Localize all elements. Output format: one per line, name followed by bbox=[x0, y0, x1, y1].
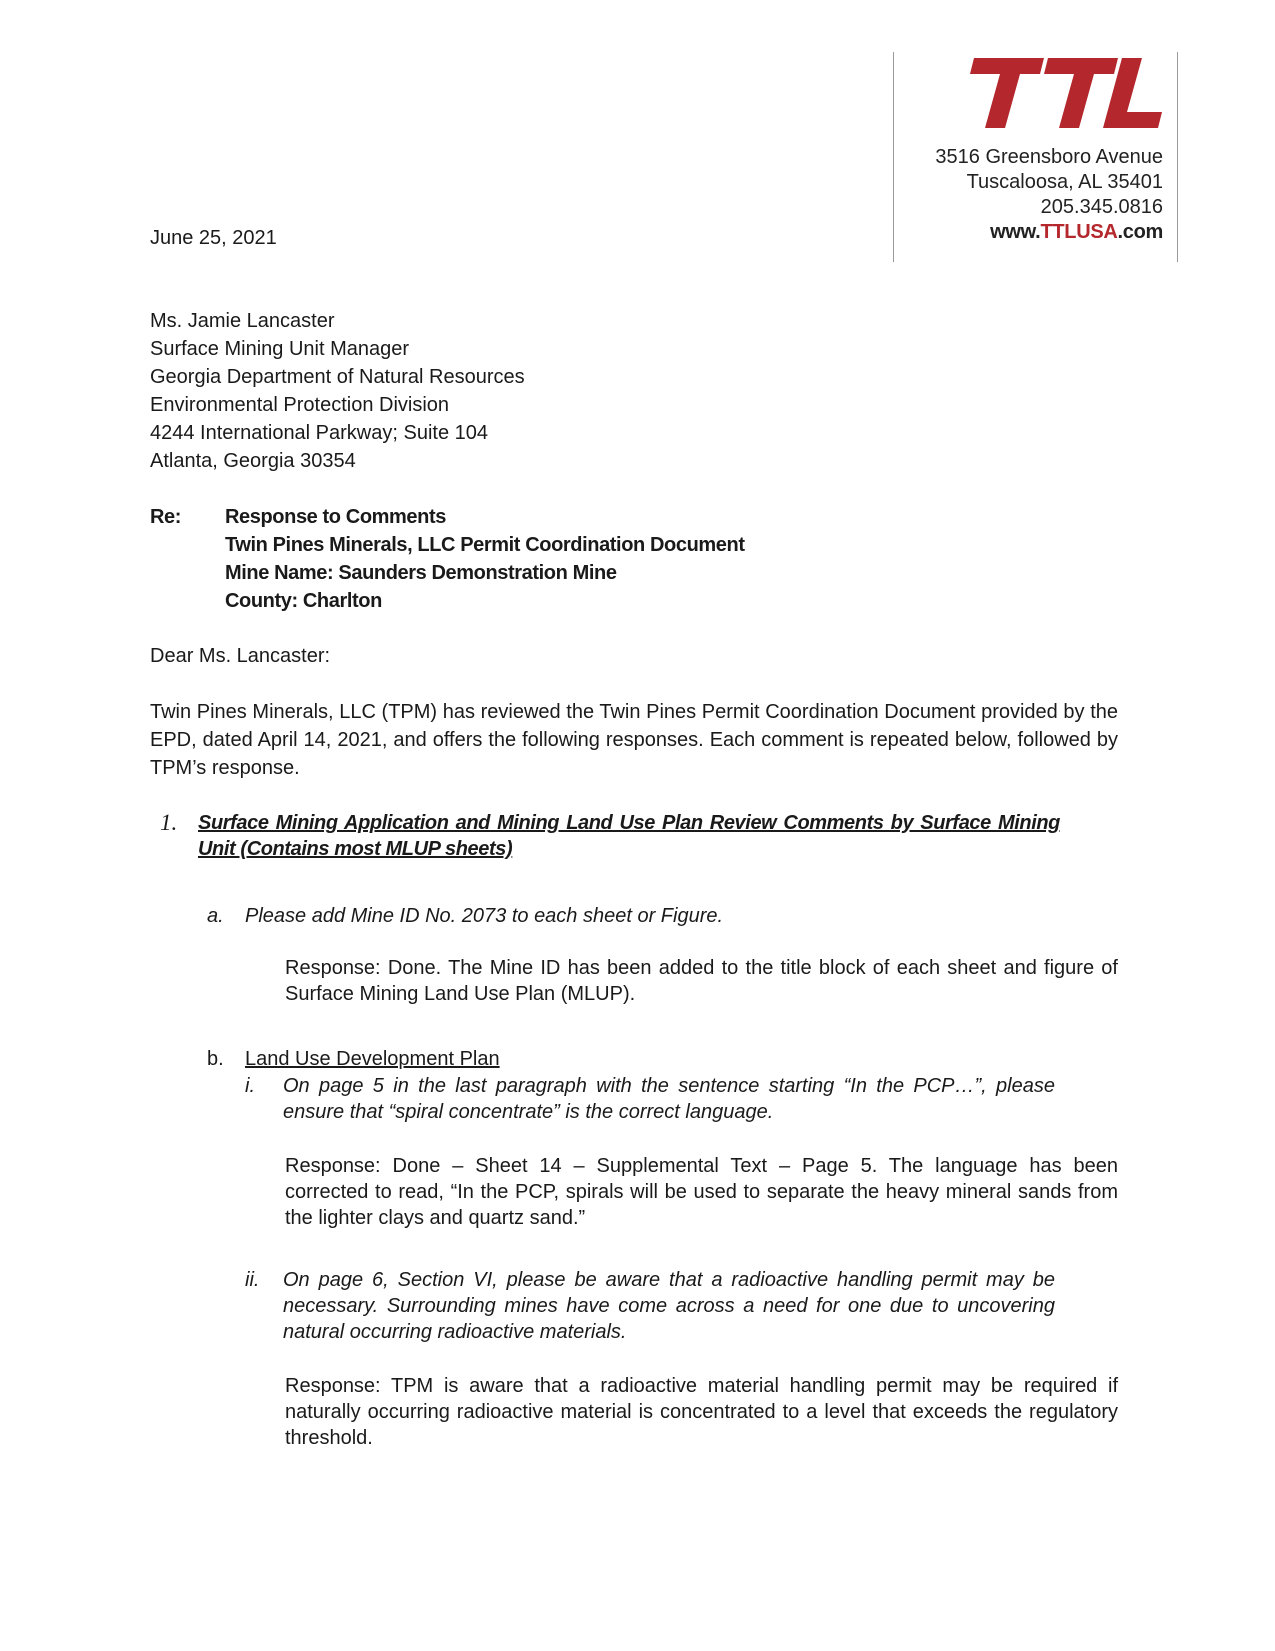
phone-number: 205.345.0816 bbox=[1040, 196, 1163, 218]
website-link[interactable] bbox=[935, 220, 1163, 245]
website-domain: TTLUSA bbox=[1040, 221, 1118, 243]
recipient-address bbox=[150, 307, 525, 475]
website-suffix: .com bbox=[1117, 221, 1163, 243]
recipient-line: Environmental Protection Division bbox=[150, 394, 450, 416]
item-b-ii-comment: On page 6, Section VI, please be aware that a radioactive handling permit may be necessary. Surrounding mines have come across a need for one due to uncovering natural occurring radioactive materials. bbox=[283, 1269, 1055, 1343]
recipient-line: Georgia Department of Natural Resources bbox=[150, 366, 525, 388]
website-prefix: www. bbox=[990, 221, 1041, 243]
item-b-i-label: i. bbox=[245, 1075, 255, 1097]
letter-date: June 25, 2021 bbox=[150, 227, 277, 249]
subject-line: Response to Comments bbox=[225, 506, 446, 528]
item-b-i-response: Response: Done – Sheet 14 – Supplemental Text – Page 5. The language has been corrected to read, “In the PCP, spirals will be used to separate the heavy mineral sands from the lighter clays and quartz sand.” bbox=[285, 1155, 1118, 1229]
letterhead bbox=[893, 52, 1178, 262]
address-city: Tuscaloosa, AL 35401 bbox=[966, 171, 1163, 193]
section-number: 1. bbox=[160, 810, 178, 835]
intro-paragraph: Twin Pines Minerals, LLC (TPM) has reviewed the Twin Pines Permit Coordination Document provided by the EPD, dated April 14, 2021, and offers the following responses. Each comment is repeated below, followed by TPM’s response. bbox=[150, 701, 1118, 779]
subject-line: County: Charlton bbox=[225, 590, 382, 612]
letterhead-address bbox=[935, 145, 1163, 245]
recipient-line: Atlanta, Georgia 30354 bbox=[150, 450, 356, 472]
section-title: Surface Mining Application and Mining Land Use Plan Review Comments by Surface Mining Unit (Contains most MLUP sheets) bbox=[198, 812, 1060, 860]
item-b-i-comment: On page 5 in the last paragraph with the sentence starting “In the PCP…”, please ensure that “spiral concentrate” is the correct language. bbox=[283, 1075, 1055, 1123]
recipient-line: 4244 International Parkway; Suite 104 bbox=[150, 422, 488, 444]
subject-line: Mine Name: Saunders Demonstration Mine bbox=[225, 562, 617, 584]
subject-lines bbox=[225, 503, 825, 615]
item-b-title: Land Use Development Plan bbox=[245, 1048, 500, 1070]
subject-label: Re: bbox=[150, 506, 182, 528]
ttl-logo bbox=[952, 54, 1172, 132]
recipient-line: Ms. Jamie Lancaster bbox=[150, 310, 335, 332]
item-a-label: a. bbox=[207, 905, 224, 927]
item-a-comment: Please add Mine ID No. 2073 to each sheet or Figure. bbox=[245, 905, 724, 927]
item-b-ii-label: ii. bbox=[245, 1269, 260, 1291]
item-b-ii-response: Response: TPM is aware that a radioactive material handling permit may be required if naturally occurring radioactive material is concentrated to a level that exceeds the regulatory threshold. bbox=[285, 1375, 1118, 1449]
item-a-response: Response: Done. The Mine ID has been added to the title block of each sheet and figure of Surface Mining Land Use Plan (MLUP). bbox=[285, 957, 1118, 1005]
address-street: 3516 Greensboro Avenue bbox=[935, 146, 1163, 168]
recipient-line: Surface Mining Unit Manager bbox=[150, 338, 410, 360]
subject-line: Twin Pines Minerals, LLC Permit Coordination Document bbox=[225, 534, 745, 556]
salutation: Dear Ms. Lancaster: bbox=[150, 645, 331, 667]
item-b-label: b. bbox=[207, 1048, 224, 1070]
